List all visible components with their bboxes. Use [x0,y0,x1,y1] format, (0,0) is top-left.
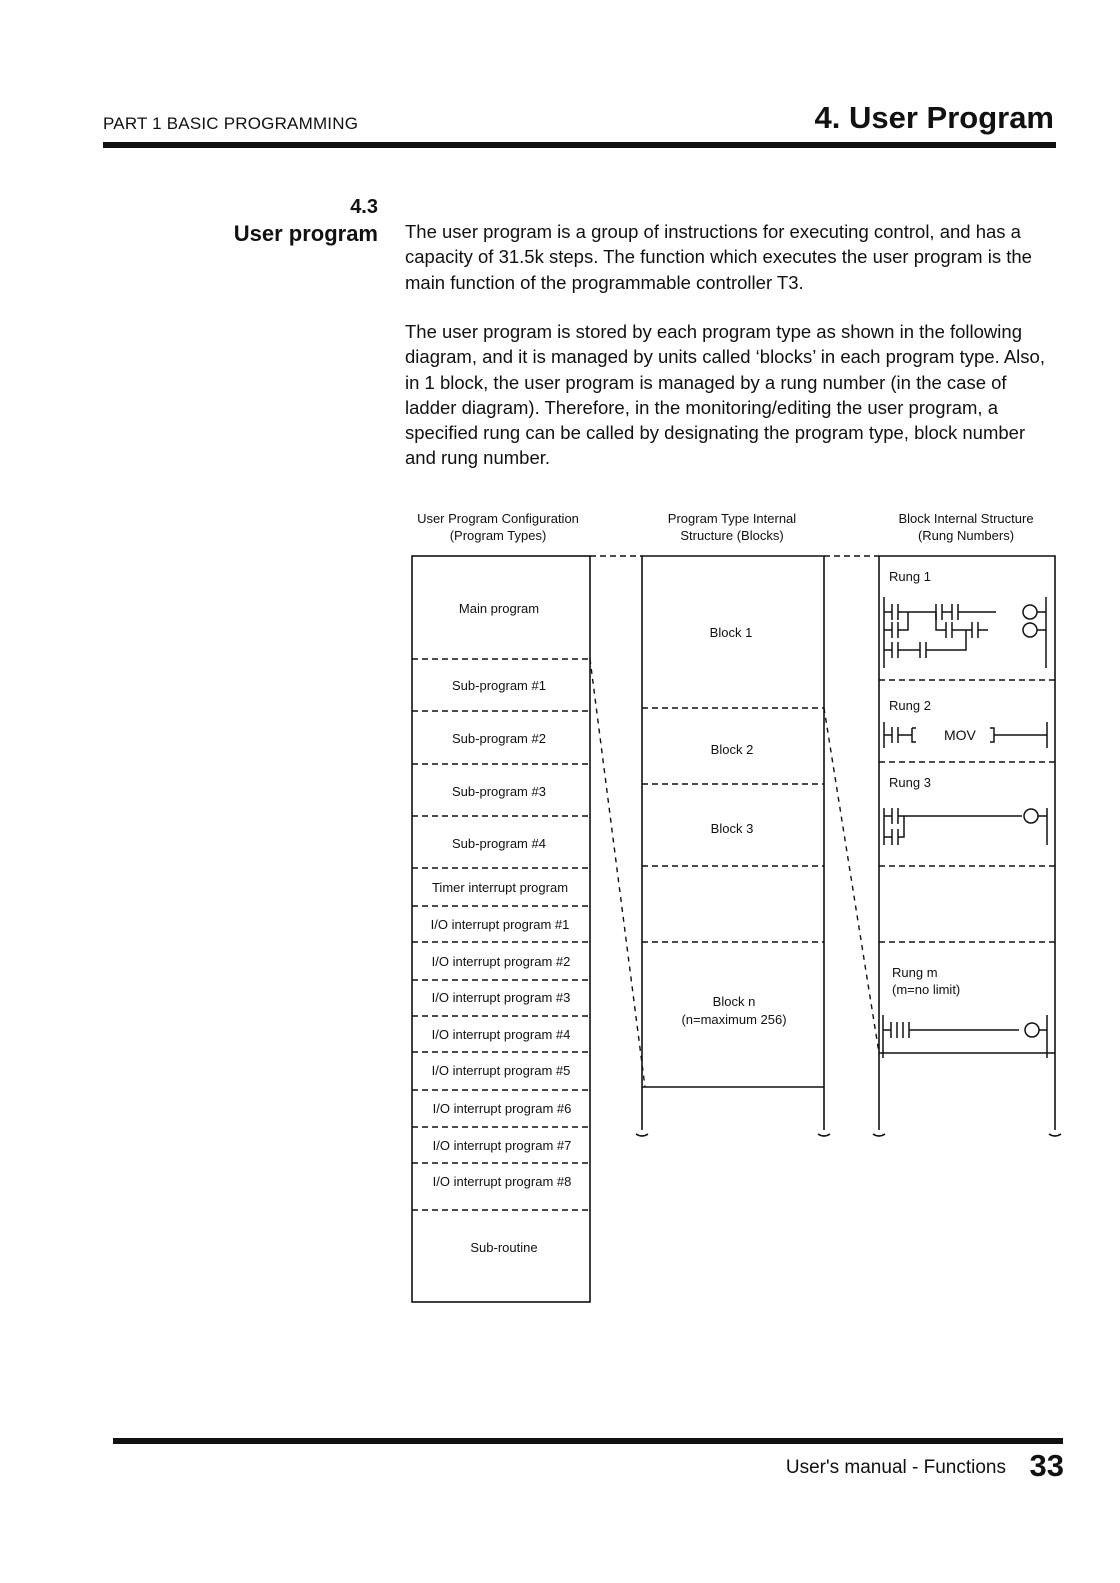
chapter-title: 4. User Program [814,100,1054,135]
program-type-io3: I/O interrupt program #3 [431,990,571,1005]
block-1: Block 1 [709,625,753,640]
program-type-main: Main program [458,601,540,616]
rung-2-label: Rung 2 [889,698,931,713]
rung-m-label: Rung m [892,965,938,980]
rungs-box [879,556,1055,1130]
block-n-note: (n=maximum 256) [681,1012,787,1027]
program-type-sub3: Sub-program #3 [452,784,546,799]
blocks-box [642,556,824,1130]
program-type-io7: I/O interrupt program #7 [432,1138,572,1153]
body-paragraph-1: The user program is a group of instructions for executing control, and has a capacity of 31.5k steps. The function which executes the user program is the main function of the programmable controller T3. [405,221,1032,293]
program-type-io5: I/O interrupt program #5 [431,1063,571,1078]
section-title: User program [233,221,378,246]
program-type-io4: I/O interrupt program #4 [431,1027,571,1042]
program-type-io8: I/O interrupt program #8 [432,1174,572,1189]
block-3: Block 3 [710,821,754,836]
rung-m-note: (m=no limit) [892,982,961,997]
footer-text: User's manual - Functions [785,1457,1006,1478]
program-type-sub2: Sub-program #2 [452,731,546,746]
body-paragraph-2: The user program is stored by each program type as shown in the following diagram, and it is managed by units called ‘blocks’ in each program type. Also, in 1 block, the user program is managed by a rung number (in the case of ladder diagram). Therefore, in the monitoring/editing the user program, a specified rung can be called by designating the program type, block number and rung number. [405,321,1045,469]
footer-rule [113,1438,1063,1444]
col1-title-line2: (Program Types) [449,528,547,543]
part-header: PART 1 BASIC PROGRAMMING [103,114,359,133]
program-type-io1: I/O interrupt program #1 [430,917,570,932]
program-type-sub1: Sub-program #1 [452,678,546,693]
ladder-rung-1 [884,597,1046,668]
program-type-io6: I/O interrupt program #6 [432,1101,572,1116]
block-2: Block 2 [710,742,754,757]
program-type-subroutine: Sub-routine [470,1240,538,1255]
mov-instruction: MOV [944,727,976,743]
col2-title-line1: Program Type Internal [667,511,797,526]
rung-1-label: Rung 1 [889,569,931,584]
ladder-rung-3 [884,808,1047,845]
program-type-io2: I/O interrupt program #2 [431,954,571,969]
col1-title-line1: User Program Configuration [417,511,579,526]
rung-3-label: Rung 3 [889,775,931,790]
section-number: 4.3 [350,196,378,218]
col2-title-line2: Structure (Blocks) [680,528,784,543]
col3-title-line2: (Rung Numbers) [917,528,1015,543]
program-type-sub4: Sub-program #4 [452,836,546,851]
block-n: Block n [712,994,756,1009]
ladder-rung-m [883,1015,1047,1058]
break-marks [636,1134,1061,1136]
program-type-timer: Timer interrupt program [431,880,569,895]
page-number: 33 [1029,1448,1064,1483]
col3-title-line1: Block Internal Structure [898,511,1034,526]
